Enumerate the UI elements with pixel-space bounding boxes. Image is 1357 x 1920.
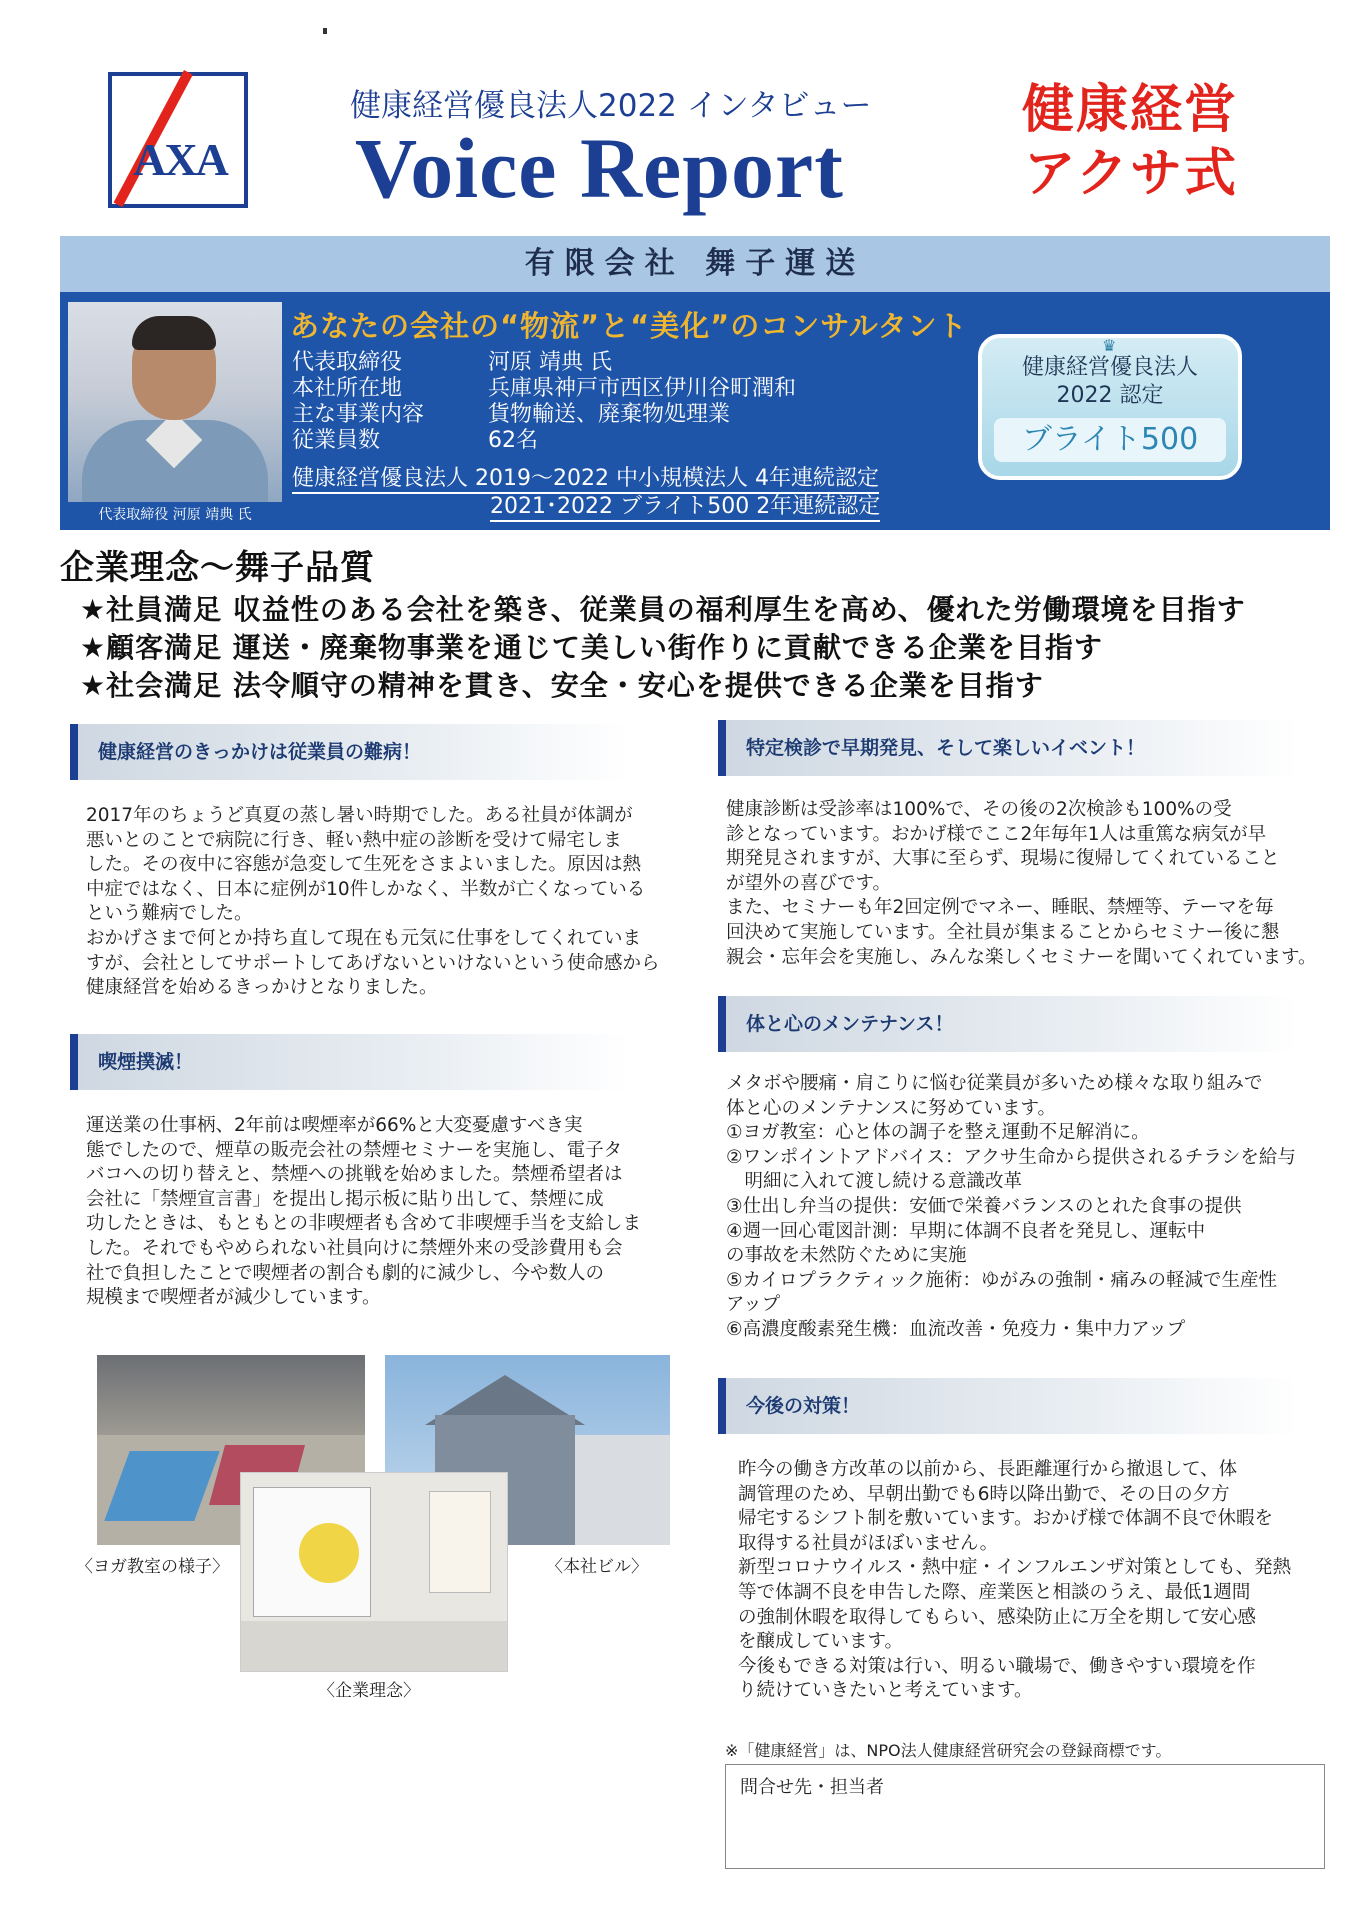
brand-line-1: 健康経営 — [1022, 80, 1239, 140]
badge-line-2: 2022 認定 — [1056, 383, 1164, 408]
info-value: 62名 — [488, 428, 538, 453]
company-info-list — [292, 350, 796, 454]
section-body-smoking: 運送業の仕事柄、2年前は喫煙率が66%と大変憂慮すべき実 態でしたので、煙草の販売会社の禁煙セミナーを実施し、電子タ バコへの切り替えと、禁煙への挑戦を始めました。禁煙希望者は 会社に「禁煙宣言書」を提出し掲示板に貼り出して、禁煙に成 功したときは、もともとの非喫煙者も含めて非喫煙手当を支給しま した。それでもやめられない社員向けに禁煙外来の受診費用も会 社で負担したことで喫煙者の割合も劇的に減少し、今や数人の 規模まで喫煙者が減少しています。 — [86, 1115, 642, 1309]
info-row — [292, 428, 796, 454]
section-heading-trigger: 健康経営のきっかけは従業員の難病！ — [70, 724, 630, 780]
badge-line-1: 健康経営優良法人 — [1021, 355, 1198, 380]
company-name: 有限会社 舞子運送 — [60, 236, 1330, 292]
section-heading-maintenance: 体と心のメンテナンス！ — [718, 996, 1298, 1052]
philosophy-item: ★社員満足 収益性のある会社を築き、従業員の福利厚生を高め、優れた労働環境を目指す — [80, 593, 1246, 626]
section-heading-smoking: 喫煙撲滅！ — [70, 1034, 630, 1090]
philosophy-photo — [240, 1472, 508, 1672]
section-body-trigger: 2017年のちょうど真夏の蒸し暑い時期でした。ある社員が体調が 悪いとのことで病院に行き、軽い熱中症の診断を受けて帰宅しま した。その夜中に容態が急変して生死をさまよいました。原因は熱 中症ではなく、日本に症例が10件しかなく、半数が亡くなっている という難病でした。 おかげさまで何とか持ち直して現在も元気に仕事をしてくれていま すが、会社としてサポートしてあげないといけないという使命感から 健康経営を始めるきっかけとなりました。 — [86, 805, 660, 999]
info-value: 貨物輸送、廃棄物処理業 — [488, 402, 731, 427]
yoga-mat — [104, 1451, 219, 1521]
info-row — [292, 350, 796, 376]
section-heading-checkup: 特定検診で早期発見、そして楽しいイベント！ — [718, 720, 1298, 776]
certification-badge — [978, 334, 1242, 480]
photo-hair — [132, 316, 216, 350]
certificate-shelf — [241, 1621, 507, 1671]
certification-line-2: 2021･2022 ブライト500 2年連続認定 — [490, 494, 880, 522]
philosophy-title: 企業理念～舞子品質 — [60, 548, 375, 588]
info-key: 主な事業内容 — [292, 402, 425, 427]
president-photo — [68, 302, 282, 502]
info-key: 本社所在地 — [292, 376, 403, 401]
yoga-caption: 〈ヨガ教室の様子〉 — [76, 1557, 229, 1577]
brand-mark — [1022, 78, 1238, 206]
philosophy-item: ★顧客満足 運送・廃棄物事業を通じて美しい街作りに貢献できる企業を目指す — [80, 631, 1103, 664]
info-value: 河原 靖典 氏 — [488, 350, 612, 375]
axa-logo — [108, 72, 248, 208]
philosophy-caption: 〈企業理念〉 — [318, 1681, 420, 1701]
report-title: Voice Report — [355, 120, 844, 216]
philosophy-item: ★社会満足 法令順守の精神を貫き、安全・安心を提供できる企業を目指す — [80, 669, 1044, 702]
section-body-checkup: 健康診断は受診率は100%で、その後の2次検診も100%の受 診となっています。おかげ様でここ2年毎年1人は重篤な病気が早 期発見されますが、大事に至らず、現場に復帰してくれていること が望外の喜びです。 また、セミナーも年2回定例でマネー、睡眠、禁煙等、テーマを毎 回決めて実施しています。全社員が集まることからセミナー後に懇 親会・忘年会を実施し、みんな楽しくセミナーを聞いてくれています。 — [726, 799, 1317, 968]
section-body-future: 昨今の働き方改革の以前から、長距離運行から撤退して、体 調管理のため、早朝出勤でも6時以降出勤で、その日の夕方 帰宅するシフト制を敷いています。おかげ様で体調不良で休暇を 取得する社員がほぼいません。 新型コロナウイルス・熱中症・インフルエンザ対策としても、発熱 等で体調不良を申告した際、産業医と相談のうえ、最低1週間 の強制休暇を取得してもらい、感染防止に万全を期して安心感 を醸成しています。 今後もできる対策は行い、明るい職場で、働きやすい環境を作 り続けていきたいと考えています。 — [738, 1459, 1292, 1702]
scan-dot — [323, 28, 327, 34]
crown-icon: ♛ — [1102, 336, 1117, 355]
info-key: 従業員数 — [292, 428, 381, 453]
brand-line-2: アクサ式 — [1023, 144, 1239, 204]
yoga-wall — [97, 1355, 365, 1435]
trademark-note: ※「健康経営」は、NPO法人健康経営研究会の登録商標です。 — [725, 1741, 1172, 1760]
info-value: 兵庫県神戸市西区伊川谷町潤和 — [488, 376, 797, 401]
building-side — [575, 1435, 670, 1545]
wall-poster — [429, 1491, 491, 1593]
info-row — [292, 376, 796, 402]
info-key: 代表取締役 — [292, 350, 403, 375]
contact-label: 問合せ先・担当者 — [740, 1777, 884, 1798]
company-tagline: あなたの会社の“物流”と“美化”のコンサルタント — [290, 309, 968, 343]
photo-caption: 代表取締役 河原 靖典 氏 — [98, 507, 252, 523]
poster-circle — [299, 1523, 359, 1583]
certification-line-1: 健康経営優良法人 2019～2022 中小規模法人 4年連続認定 — [292, 466, 879, 494]
info-row — [292, 402, 796, 428]
building-caption: 〈本社ビル〉 — [546, 1557, 648, 1577]
section-body-maintenance: メタボや腰痛・肩こりに悩む従業員が多いため様々な取り組みで 体と心のメンテナンスに努めています。 ①ヨガ教室：心と体の調子を整え運動不足解消に。 ②ワンポイントアドバイス：アクサ生命から提供されるチラシを給与 明細に入れて渡し続ける意識改革 ③仕出し弁当の提供：安価で栄養バランスのとれた食事の提供 ④週一回心電図計測：早期に体調不良者を発見し、運転中 の事故を未然防ぐために実施 ⑤カイロプラクティック施術：ゆがみの強制・痛みの軽減で生産性 アップ ⑥高濃度酸素発生機：血流改善・免疫力・集中力アップ — [726, 1073, 1296, 1340]
report-subtitle: 健康経営優良法人2022 インタビュー — [350, 88, 872, 124]
contact-box — [725, 1764, 1325, 1869]
logo-text: AXA — [133, 134, 227, 185]
badge-line-3: ブライト500 — [994, 418, 1226, 462]
section-heading-future: 今後の対策！ — [718, 1378, 1298, 1434]
